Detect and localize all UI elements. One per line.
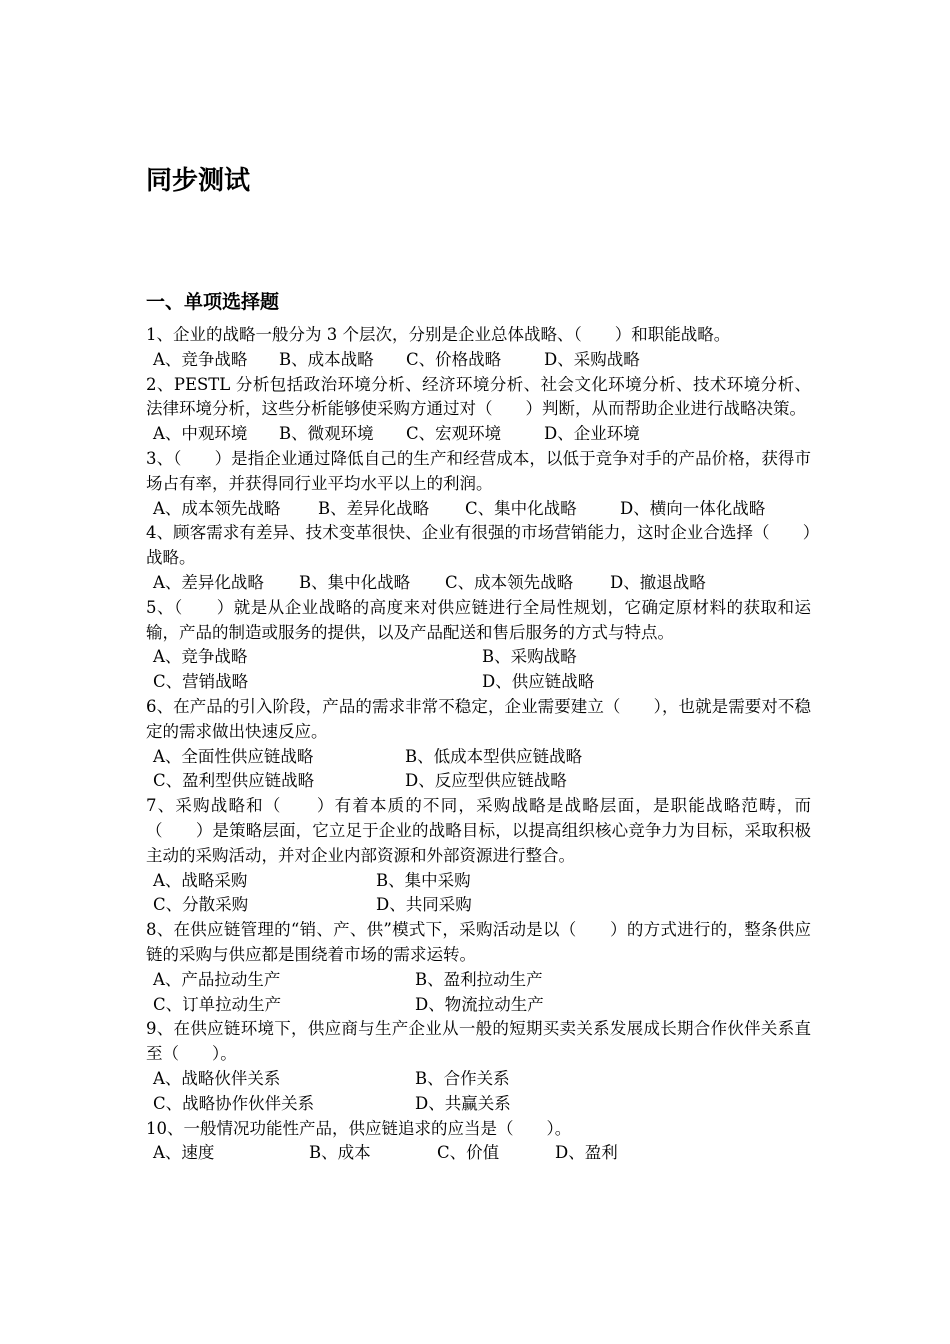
option: A、竞争战略 (153, 647, 248, 667)
option: C、集中化战略 (465, 498, 577, 518)
option: A、差异化战略 (153, 572, 264, 592)
question-options (146, 968, 811, 1018)
option: D、共同采购 (376, 895, 472, 915)
question-stem: 3、（ ）是指企业通过降低自己的生产和经营成本，以低于竞争对手的产品价格，获得市场占有率，并获得同行业平均水平以上的利润。 (146, 448, 811, 493)
question-options (146, 497, 811, 522)
option: C、宏观环境 (406, 424, 502, 444)
question-stem: 9、在供应链环境下，供应商与生产企业从一般的短期买卖关系发展成长期合作伙伴关系直至（ ）。 (146, 1019, 811, 1064)
option: B、低成本型供应链战略 (405, 746, 583, 766)
option: C、营销战略 (153, 672, 249, 692)
option: A、中观环境 (153, 424, 248, 444)
option: B、集中采购 (376, 870, 471, 890)
option: A、成本领先战略 (153, 498, 281, 518)
question-stem: 7、采购战略和（ ）有着本质的不同，采购战略是战略层面，是职能战略范畴，而（ ）是策略层面，它立足于企业的战略目标，以提高组织核心竞争力为目标，采取积极主动的采购活动，并对企业内部资源和外部资源进行整合。 (146, 796, 811, 865)
page-title: 同步测试 (146, 166, 251, 196)
option: B、差异化战略 (318, 498, 430, 518)
question-options (146, 348, 811, 373)
option: C、盈利型供应链战略 (153, 771, 315, 791)
option: B、微观环境 (279, 424, 374, 444)
option: C、战略协作伙伴关系 (153, 1093, 315, 1113)
option: D、撤退战略 (610, 572, 706, 592)
question-options (146, 571, 811, 596)
option: A、战略采购 (153, 870, 248, 890)
section-heading: 一、单项选择题 (146, 291, 280, 313)
question-options (146, 1067, 811, 1117)
option: B、成本 (309, 1143, 371, 1163)
option: A、产品拉动生产 (153, 969, 281, 989)
option: D、横向一体化战略 (620, 498, 766, 518)
option: D、反应型供应链战略 (405, 771, 567, 791)
option: C、价格战略 (406, 349, 502, 369)
option: C、分散采购 (153, 895, 249, 915)
option: A、速度 (153, 1143, 215, 1163)
option: B、集中化战略 (299, 572, 411, 592)
question-stem: 2、PESTL 分析包括政治环境分析、经济环境分析、社会文化环境分析、技术环境分析、法律环境分析，这些分析能够使采购方通过对（ ）判断，从而帮助企业进行战略决策。 (146, 374, 811, 419)
question-options (146, 1141, 811, 1166)
question-options (146, 745, 811, 795)
option: D、物流拉动生产 (415, 994, 544, 1014)
question-list (146, 323, 811, 1166)
question-stem: 8、在供应链管理的“销、产、供”模式下，采购活动是以（ ）的方式进行的，整条供应链的采购与供应都是围绕着市场的需求运转。 (146, 920, 811, 964)
option: D、供应链战略 (482, 672, 595, 692)
option: A、竞争战略 (153, 349, 248, 369)
question-options (146, 869, 811, 919)
option: B、成本战略 (279, 349, 374, 369)
question-options (146, 645, 811, 695)
option: D、企业环境 (544, 424, 640, 444)
option: D、共赢关系 (415, 1093, 511, 1113)
question-stem: 5、（ ）就是从企业战略的高度来对供应链进行全局性规划，它确定原材料的获取和运输，产品的制造或服务的提供，以及产品配送和售后服务的方式与特点。 (146, 597, 811, 642)
question-stem: 6、在产品的引入阶段，产品的需求非常不稳定，企业需要建立（ ），也就是需要对不稳定的需求做出快速反应。 (146, 696, 811, 741)
option: C、价值 (437, 1143, 500, 1163)
option: B、采购战略 (482, 647, 577, 667)
option: A、战略伙伴关系 (153, 1068, 281, 1088)
option: B、盈利拉动生产 (415, 969, 543, 989)
option: B、合作关系 (415, 1068, 510, 1088)
question-stem: 10、一般情况功能性产品，供应链追求的应当是（ ）。 (146, 1118, 572, 1138)
option: C、订单拉动生产 (153, 994, 282, 1014)
option: D、采购战略 (544, 349, 640, 369)
option: A、全面性供应链战略 (153, 746, 314, 766)
question-stem: 4、顾客需求有差异、技术变革很快、企业有很强的市场营销能力，这时企业合选择（ ）战略。 (146, 523, 811, 568)
question-options (146, 422, 811, 447)
option: C、成本领先战略 (445, 572, 574, 592)
question-stem: 1、企业的战略一般分为 3 个层次，分别是企业总体战略、（ ）和职能战略。 (146, 325, 731, 344)
option: D、盈利 (555, 1143, 618, 1163)
